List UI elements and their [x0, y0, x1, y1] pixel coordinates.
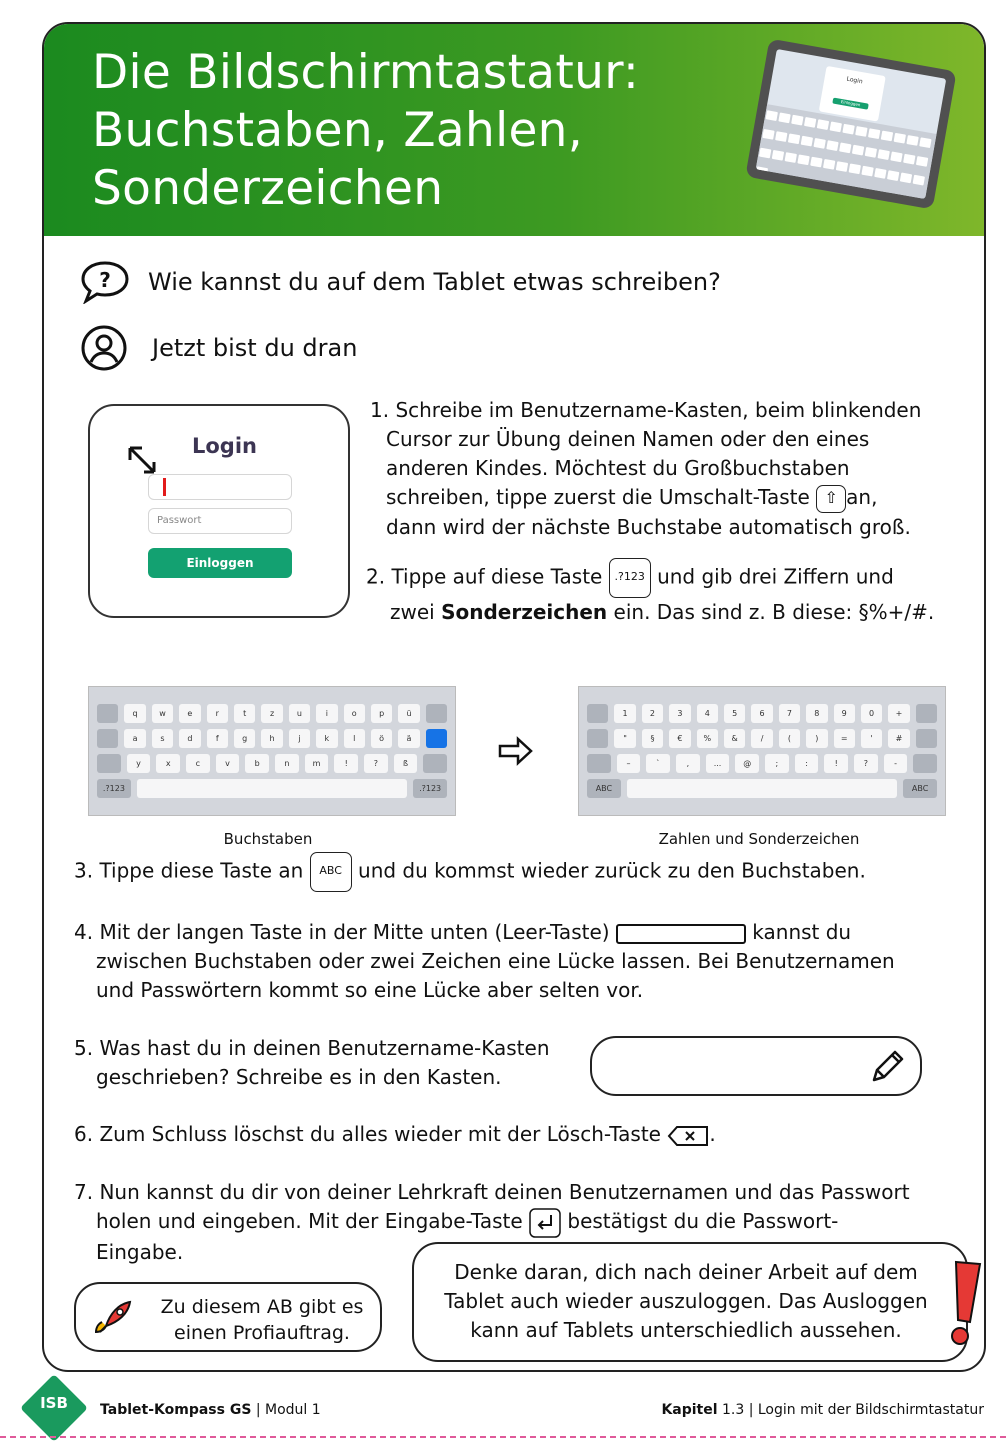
- step-4: [74, 918, 954, 1005]
- keyboard-key[interactable]: t: [234, 704, 255, 723]
- rocket-icon: [92, 1298, 134, 1340]
- keyboard-key[interactable]: 9: [834, 704, 855, 723]
- keyboard-key[interactable]: .?123: [413, 779, 447, 798]
- shift-key-icon: ⇧: [816, 485, 846, 513]
- keyboard-key[interactable]: r: [207, 704, 228, 723]
- keyboard-key[interactable]: §: [642, 729, 663, 748]
- tablet-login-text: Login: [846, 75, 864, 86]
- keyboard-key[interactable]: .?123: [97, 779, 131, 798]
- arrow-right-icon: [498, 736, 534, 766]
- keyboard-key[interactable]: [587, 754, 611, 773]
- step-2-text: ein. Das sind z. B diese: §%+/#.: [607, 600, 935, 624]
- keyboard-key[interactable]: 8: [806, 704, 827, 723]
- keyboard-key[interactable]: 1: [614, 704, 635, 723]
- keyboard-key[interactable]: z: [261, 704, 282, 723]
- keyboard-key[interactable]: g: [234, 729, 255, 748]
- keyboard-key[interactable]: [97, 704, 118, 723]
- keyboard-key[interactable]: ;: [765, 754, 789, 773]
- footer: [0, 1380, 1006, 1440]
- step-3: [74, 852, 866, 892]
- question-text: Wie kannst du auf dem Tablet etwas schreiben?: [148, 268, 721, 296]
- keyboard-key[interactable]: p: [371, 704, 392, 723]
- step-4-line: zwischen Buchstaben oder zwei Zeichen eine Lücke lassen. Bei Benutzernamen: [96, 949, 895, 973]
- keyboard-key[interactable]: #: [888, 729, 909, 748]
- step-4-text: 4. Mit der langen Taste in der Mitte unten (Leer-Taste): [74, 920, 610, 944]
- space-key[interactable]: [137, 779, 407, 798]
- keyboard-key[interactable]: ?: [854, 754, 878, 773]
- keyboard-key[interactable]: s: [152, 729, 173, 748]
- keyboard-key[interactable]: ABC: [903, 779, 937, 798]
- keyboard-key[interactable]: k: [316, 729, 337, 748]
- keyboard-key[interactable]: u: [289, 704, 310, 723]
- numbers-key-icon: .?123: [609, 558, 651, 598]
- person-icon: [80, 324, 128, 372]
- keyboard-key[interactable]: @: [735, 754, 759, 773]
- header-banner: [44, 24, 984, 236]
- exclamation-icon: [944, 1258, 984, 1350]
- step-3-text: 3. Tippe diese Taste an: [74, 858, 304, 883]
- reminder-text: Denke daran, dich nach deiner Arbeit auf dem: [454, 1260, 918, 1284]
- keyboard-key[interactable]: b: [245, 754, 269, 773]
- footer-right: [661, 1402, 984, 1418]
- isb-logo-text: ISB: [40, 1394, 68, 1412]
- step-2-text: und gib drei Ziffern und: [657, 564, 894, 589]
- keyboard-key[interactable]: ': [861, 729, 882, 748]
- reminder-box: [412, 1242, 968, 1362]
- keyboard-key[interactable]: ?: [364, 754, 388, 773]
- arrow-pointer-icon: [126, 444, 160, 478]
- step-7-line: Eingabe.: [96, 1239, 184, 1264]
- keyboard-key[interactable]: -: [884, 754, 908, 773]
- pencil-icon: [868, 1048, 906, 1086]
- step-1: [370, 396, 982, 542]
- keyboard-key[interactable]: ": [614, 729, 635, 748]
- step-1-line: anderen Kindes. Möchtest du Großbuchstaben: [386, 456, 850, 480]
- keyboard-key[interactable]: %: [697, 729, 718, 748]
- keyboard-key[interactable]: d: [179, 729, 200, 748]
- profi-box: [74, 1282, 382, 1352]
- keyboard-key[interactable]: [916, 729, 937, 748]
- keyboard-key[interactable]: ß: [394, 754, 418, 773]
- space-key[interactable]: [627, 779, 897, 798]
- letters-keyboard: [88, 686, 456, 816]
- keyboard-key[interactable]: !: [824, 754, 848, 773]
- step-1-line: 1. Schreibe im Benutzername-Kasten, beim blinkenden: [370, 398, 922, 422]
- keyboard-key[interactable]: ABC: [587, 779, 621, 798]
- answer-field[interactable]: [590, 1036, 922, 1096]
- worksheet-card: [42, 22, 986, 1372]
- step-2: [366, 558, 986, 627]
- username-field[interactable]: [148, 474, 292, 500]
- login-button[interactable]: Einloggen: [148, 548, 292, 578]
- keyboard-key[interactable]: o: [344, 704, 365, 723]
- caption-letters: Buchstaben: [223, 830, 313, 848]
- step-5: [74, 1034, 594, 1092]
- keyboard-key[interactable]: j: [289, 729, 310, 748]
- login-title: Login: [192, 434, 257, 458]
- keyboard-key[interactable]: [587, 729, 608, 748]
- keyboard-key[interactable]: !: [334, 754, 358, 773]
- abc-key-icon: ABC: [310, 852, 352, 892]
- keyboard-key[interactable]: a: [124, 729, 145, 748]
- keyboard-key[interactable]: 4: [697, 704, 718, 723]
- keyboard-key[interactable]: ): [806, 729, 827, 748]
- keyboard-key[interactable]: 7: [779, 704, 800, 723]
- step-7-line: 7. Nun kannst du dir von deiner Lehrkraft deinen Benutzernamen und das Passwort: [74, 1180, 910, 1204]
- keyboard-key[interactable]: l: [344, 729, 365, 748]
- keyboard-key[interactable]: ,: [676, 754, 700, 773]
- title-line-3: Sonderzeichen: [92, 161, 444, 216]
- keyboard-key[interactable]: €: [669, 729, 690, 748]
- step-1-line: dann wird der nächste Buchstabe automatisch groß.: [386, 514, 911, 539]
- keyboard-key[interactable]: 0: [861, 704, 882, 723]
- keyboard-key[interactable]: [97, 729, 118, 748]
- step-1-line: Cursor zur Übung deinen Namen oder den eines: [386, 427, 870, 451]
- step-4-text: kannst du: [752, 920, 852, 944]
- keyboard-key[interactable]: [423, 754, 447, 773]
- keyboard-key[interactable]: &: [724, 729, 745, 748]
- footer-series: Tablet-Kompass GS: [100, 1402, 252, 1418]
- cut-line: [0, 1436, 1006, 1438]
- step-2-text: 2. Tippe auf diese Taste: [366, 564, 603, 589]
- title-line-2: Buchstaben, Zahlen,: [92, 103, 583, 158]
- enter-key-icon: [529, 1208, 561, 1238]
- step-6-text: 6. Zum Schluss löschst du alles wieder mit der Lösch-Taste: [74, 1122, 661, 1146]
- step-7-text: bestätigst du die Passwort-: [567, 1209, 839, 1233]
- keyboard-key[interactable]: 3: [669, 704, 690, 723]
- caption-numbers: Zahlen und Sonderzeichen: [658, 830, 860, 848]
- keyboard-key[interactable]: `: [646, 754, 670, 773]
- svg-text:?: ?: [99, 268, 111, 292]
- keyboard-key[interactable]: v: [216, 754, 240, 773]
- step-5-line: 5. Was hast du in deinen Benutzername-Kasten: [74, 1036, 550, 1060]
- keyboard-key[interactable]: ä: [398, 729, 419, 748]
- question-row: [80, 260, 721, 304]
- profi-text: Zu diesem AB gibt es: [160, 1296, 364, 1318]
- step-2-bold: Sonderzeichen: [441, 600, 608, 624]
- keyboard-key[interactable]: [913, 754, 937, 773]
- keyboard-key[interactable]: w: [152, 704, 173, 723]
- keyboard-key[interactable]: x: [156, 754, 180, 773]
- step-5-line: geschrieben? Schreibe es in den Kasten.: [96, 1065, 502, 1089]
- keyboard-key[interactable]: [916, 704, 937, 723]
- step-3-text: und du kommst wieder zurück zu den Buchstaben.: [358, 858, 866, 883]
- reminder-text: Tablet auch wieder auszuloggen. Das Ausloggen: [444, 1289, 928, 1313]
- keyboard-key[interactable]: h: [261, 729, 282, 748]
- keyboard-key[interactable]: (: [779, 729, 800, 748]
- keyboard-key[interactable]: [426, 729, 447, 748]
- keyboard-key[interactable]: [587, 704, 608, 723]
- footer-left: [100, 1402, 321, 1418]
- backspace-key-icon: [667, 1125, 709, 1147]
- keyboard-key[interactable]: +: [888, 704, 909, 723]
- keyboard-key[interactable]: 2: [642, 704, 663, 723]
- step-6: [74, 1120, 716, 1149]
- step-1-text: an,: [846, 485, 878, 509]
- keyboard-key[interactable]: [426, 704, 447, 723]
- tablet-illustration: [745, 39, 956, 210]
- keyboard-key[interactable]: [97, 754, 121, 773]
- task-heading: Jetzt bist du dran: [152, 334, 358, 362]
- keyboard-key[interactable]: i: [316, 704, 337, 723]
- keyboard-key[interactable]: ö: [371, 729, 392, 748]
- keyboard-key[interactable]: /: [751, 729, 772, 748]
- text-cursor: [163, 478, 166, 496]
- speech-question-icon: [80, 260, 130, 304]
- step-2-text: zwei: [390, 600, 442, 624]
- password-field[interactable]: Passwort: [148, 508, 292, 534]
- reminder-text: kann auf Tablets unterschiedlich aussehen.: [470, 1318, 902, 1342]
- keyboard-key[interactable]: =: [834, 729, 855, 748]
- step-4-line: und Passwörtern kommt so eine Lücke aber selten vor.: [96, 978, 644, 1002]
- keyboard-key[interactable]: m: [305, 754, 329, 773]
- footer-chapter-label: Kapitel: [661, 1402, 718, 1418]
- keyboard-key[interactable]: ü: [398, 704, 419, 723]
- keyboard-key[interactable]: q: [124, 704, 145, 723]
- space-key-icon: [616, 924, 746, 944]
- task-heading-row: [80, 324, 357, 372]
- keyboard-key[interactable]: n: [275, 754, 299, 773]
- keyboard-key[interactable]: 5: [724, 704, 745, 723]
- login-illustration: [88, 404, 350, 618]
- page-title: [92, 44, 639, 218]
- keyboard-key[interactable]: y: [127, 754, 151, 773]
- step-7-text: holen und eingeben. Mit der Eingabe-Taste: [96, 1209, 523, 1233]
- profi-text: einen Profiauftrag.: [174, 1322, 350, 1344]
- footer-chapter: 1.3 | Login mit der Bildschirmtastatur: [717, 1402, 984, 1418]
- step-6-text: .: [709, 1122, 716, 1146]
- keyboard-key[interactable]: f: [207, 729, 228, 748]
- keyboard-key[interactable]: –: [617, 754, 641, 773]
- keyboard-key[interactable]: c: [186, 754, 210, 773]
- keyboard-key[interactable]: e: [179, 704, 200, 723]
- footer-module: | Modul 1: [251, 1402, 321, 1418]
- step-1-text: schreiben, tippe zuerst die Umschalt-Taste: [386, 485, 810, 509]
- keyboard-key[interactable]: 6: [751, 704, 772, 723]
- keyboard-key[interactable]: ...: [706, 754, 730, 773]
- numbers-keyboard: [578, 686, 946, 816]
- keyboard-key[interactable]: :: [795, 754, 819, 773]
- tablet-button-text: Einloggen: [840, 98, 861, 108]
- title-line-1: Die Bildschirmtastatur:: [92, 45, 640, 100]
